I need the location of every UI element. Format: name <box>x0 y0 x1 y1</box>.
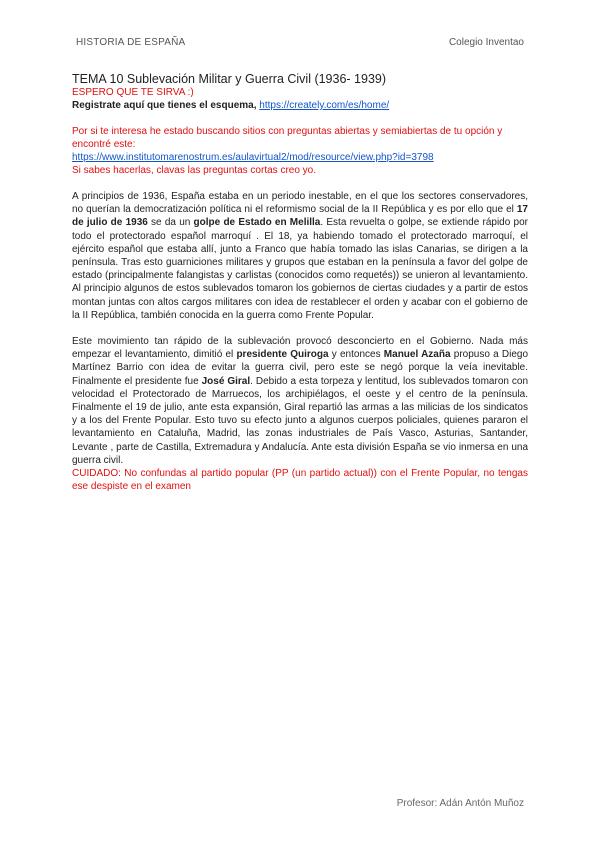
warning-note: CUIDADO: No confundas al partido popular (PP (un partido actual)) con el Frente Popular, no tengas ese despiste en el examen <box>72 468 528 493</box>
para1-text-c: se da un <box>147 217 194 229</box>
espero-note: ESPERO QUE TE SIRVA :) <box>72 87 194 98</box>
para2-text-c: y entonces <box>328 349 384 361</box>
page-title: TEMA 10 Sublevación Militar y Guerra Civil (1936- 1939) <box>72 72 387 86</box>
spacer <box>72 112 528 125</box>
header-school: Colegio Inventao <box>448 37 524 48</box>
paragraph-2 <box>72 335 528 467</box>
para1-text-a: A principios de 1936, España estaba en un periodo inestable, en el que los sectores conservadores, no querían la democratización política ni el reformismo social de la II República y es por ello que el <box>72 191 528 216</box>
tip-note: Si sabes hacerlas, clavas las preguntas cortas creo yo. <box>72 165 317 176</box>
para2-text-e: propuso a Diego Martínez Barrio con idea de evitar la guerra civil, pero este se negó porque la veía inevitable. Finalmente el presidente fue <box>72 349 528 387</box>
registrate-text: Registrate aquí que tienes el esquema, <box>72 100 257 111</box>
para2-giral: José Giral <box>201 375 251 387</box>
document-body <box>72 72 528 493</box>
footer-teacher: Profesor: Adán Antón Muñoz <box>396 798 524 809</box>
paragraph-1 <box>72 190 528 322</box>
para2-text-a: Este movimiento tan rápido de la sublevación provocó desconcierto en el Gobierno. Nada más empezar el levantamiento, dimitió el <box>72 336 528 361</box>
spacer <box>72 177 528 190</box>
header-subject: HISTORIA DE ESPAÑA <box>76 37 186 48</box>
spacer <box>72 322 528 335</box>
aula-virtual-link[interactable]: https://www.institutomarenostrum.es/aulavirtual2/mod/resource/view.php?id=3798 <box>72 152 434 163</box>
search-note: Por si te interesa he estado buscando sitios con preguntas abiertas y semiabiertas de tu opción y encontré este: <box>72 126 503 150</box>
registrate-line <box>72 99 528 112</box>
para2-quiroga: presidente Quiroga <box>236 349 329 361</box>
para1-golpe: golpe de Estado en Melilla <box>193 217 321 229</box>
para1-text-e: . Esta revuelta o golpe, se extiende rápido por todo el protectorado español marroquí . El 18, ya habiendo tomado el protectorado marroquí, el ejército español que estaba allí, junto a Franco que había tomado las islas Canarias, se dirigen a la península. Tras esto guarniciones militares y grupos que estaban en la península a favor del golpe de estado (principalmente falangistas y carlistas (conocidos como requetés)) se unieron al levantamiento. Al principio algunos de estos sublevados tomaron los gobiernos de ciertas ciudades y a partir de estos montan juntas con altos cargos militares con idea de restablecer el orden y acabar con el gobierno de la II República, también conocida en la guerra como Frente Popular. <box>72 217 528 321</box>
creately-link[interactable]: https://creately.com/es/home/ <box>259 100 390 111</box>
aula-line <box>72 151 528 164</box>
para1-date: 17 de julio de 1936 <box>72 204 528 229</box>
para2-text-g: . Debido a esta torpeza y lentitud, los sublevados tomaron con velocidad el Protectorado de Marruecos, los archipiélagos, el oeste y el centro de la península. Finalmente el 19 de julio, ante esta expansión, Giral repartió las armas a las milicias de los sindicatos y a los del Frente Popular. Esto tuvo su efecto junto a algunos cuerpos policiales, quienes pararon el levantamiento en Cataluña, Madrid, las zonas industriales de País Vasco, Asturias, Santander, Levante , parte de Castilla, Extremadura y Andalucía. Ante esta división España se vio inmersa en una guerra civil. <box>72 375 529 466</box>
para2-azana: Manuel Azaña <box>383 349 451 361</box>
